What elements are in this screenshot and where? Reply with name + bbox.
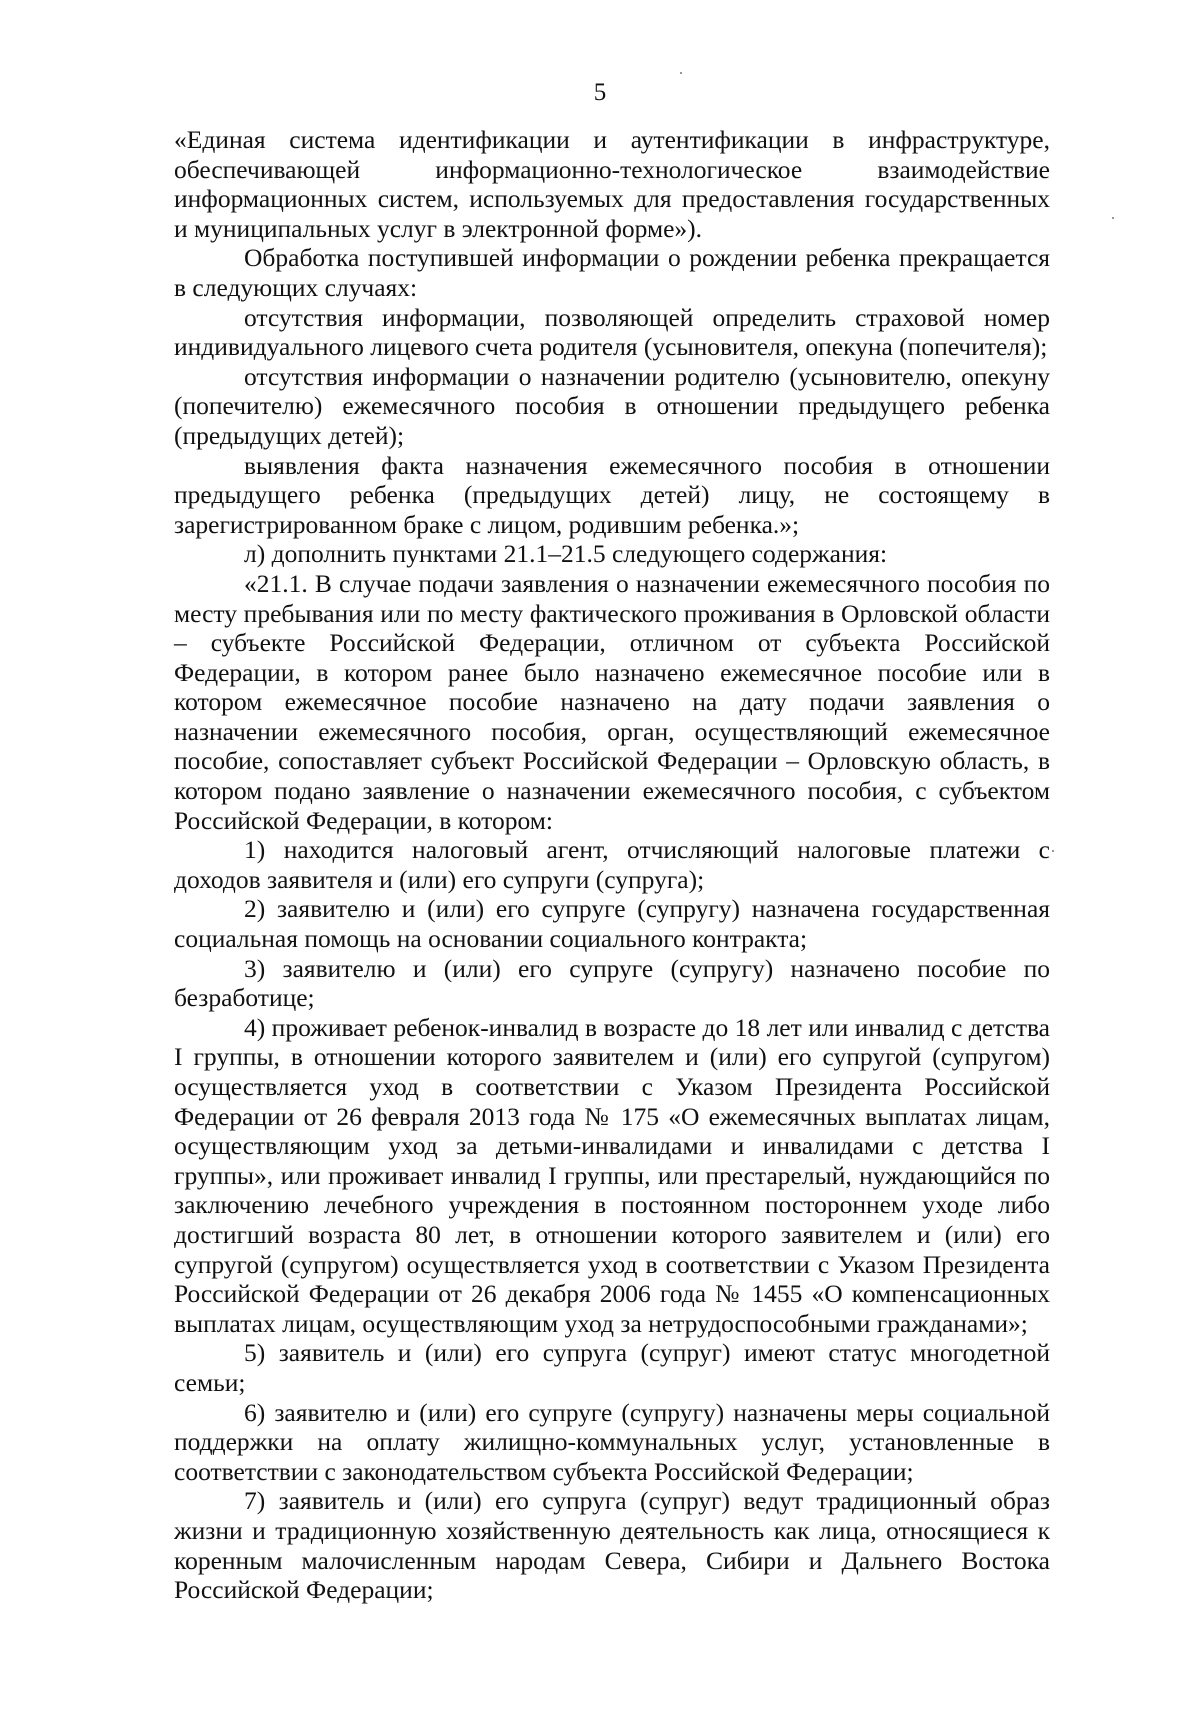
paragraph-no-snils-info: отсутствия информации, позволяющей определить страховой номер индивидуального лицевого счета родителя (усыновителя, опекуна (попечителя); (174, 302, 1050, 362)
paragraph-no-allowance-info: отсутствия информации о назначении родителю (усыновителю, опекуну (попечителю) ежемесячного пособия в отношении предыдущего ребенка (предыдущих детей); (174, 361, 1050, 450)
paragraph-amendment-l: л) дополнить пунктами 21.1–21.5 следующего содержания: (244, 539, 888, 569)
page-number: 5 (593, 79, 607, 106)
list-item-1: 1) находится налоговый агент, отчисляющий налоговые платежи с доходов заявителя и (или) его супруги (супруга); (174, 835, 1050, 894)
paragraph-processing-termination: Обработка поступившей информации о рождении ребенка прекращается в следующих случаях: (174, 243, 1050, 302)
scan-speck (1052, 850, 1054, 852)
list-item-6: 6) заявителю и (или) его супруге (супругу) назначены меры социальной поддержки на оплату жилищно-коммунальных услуг, установленные в соответствии с законодательством субъекта Российской Федерации; (174, 1397, 1050, 1486)
list-item-7: 7) заявитель и (или) его супруга (супруг) ведут традиционный образ жизни и традиционную хозяйственную деятельность как лица, относящиеся к коренным малочисленным народам Севера, Сибири и Дальнего Востока Российской Федерации; (174, 1486, 1050, 1605)
paragraph-unmarried-person: выявления факта назначения ежемесячного пособия в отношении предыдущего ребенка (предыдущих детей) лицу, не состоящему в зарегистрированном браке с лицом, родившим ребенка.»; (174, 450, 1050, 539)
paragraph-esia-definition: «Единая система идентификации и аутентификации в инфраструктуре, обеспечивающей информационно-технологическое взаимодействие информационных систем, используемых для предоставления государственных и муниципальных услуг в электронной форме»). (174, 125, 1050, 243)
paragraph-item-21-1: «21.1. В случае подачи заявления о назначении ежемесячного пособия по месту пребывания или по месту фактического проживания в Орловской области – субъекте Российской Федерации, отличном от субъекта Российской Федерации, в котором ранее было назначено ежемесячное пособие или в котором ежемесячное пособие назначено на дату подачи заявления о назначении ежемесячного пособия, орган, осуществляющий ежемесячное пособие, сопоставляет субъект Российской Федерации – Орловскую область, в котором подано заявление о назначении ежемесячного пособия, с субъектом Российской Федерации, в котором: (174, 568, 1050, 835)
list-item-2: 2) заявителю и (или) его супруге (супругу) назначена государственная социальная помощь на основании социального контракта; (174, 894, 1050, 954)
list-item-5: 5) заявитель и (или) его супруга (супруг) имеют статус многодетной семьи; (174, 1338, 1050, 1397)
scan-speck (680, 72, 682, 74)
document-body (174, 125, 1050, 1605)
list-item-3: 3) заявителю и (или) его супруге (супругу) назначено пособие по безработице; (174, 953, 1050, 1013)
scan-speck (1112, 217, 1114, 219)
list-item-4: 4) проживает ребенок-инвалид в возрасте до 18 лет или инвалид с детства I группы, в отношении которого заявителем и (или) его супругой (супругом) осуществляется уход в соответствии с Указом Президента Российской Федерации от 26 февраля 2013 года № 175 «О ежемесячных выплатах лицам, осуществляющим уход за детьми-инвалидами и инвалидами с детства I группы», или проживает инвалид I группы, или престарелый, нуждающийся по заключению лечебного учреждения в постоянном постороннем уходе либо достигший возраста 80 лет, в отношении которого заявителем и (или) его супругой (супругом) осуществляется уход в соответствии с Указом Президента Российской Федерации от 26 декабря 2006 года № 1455 «О компенсационных выплатах лицам, осуществляющим уход за нетрудоспособными гражданами»; (174, 1012, 1050, 1338)
